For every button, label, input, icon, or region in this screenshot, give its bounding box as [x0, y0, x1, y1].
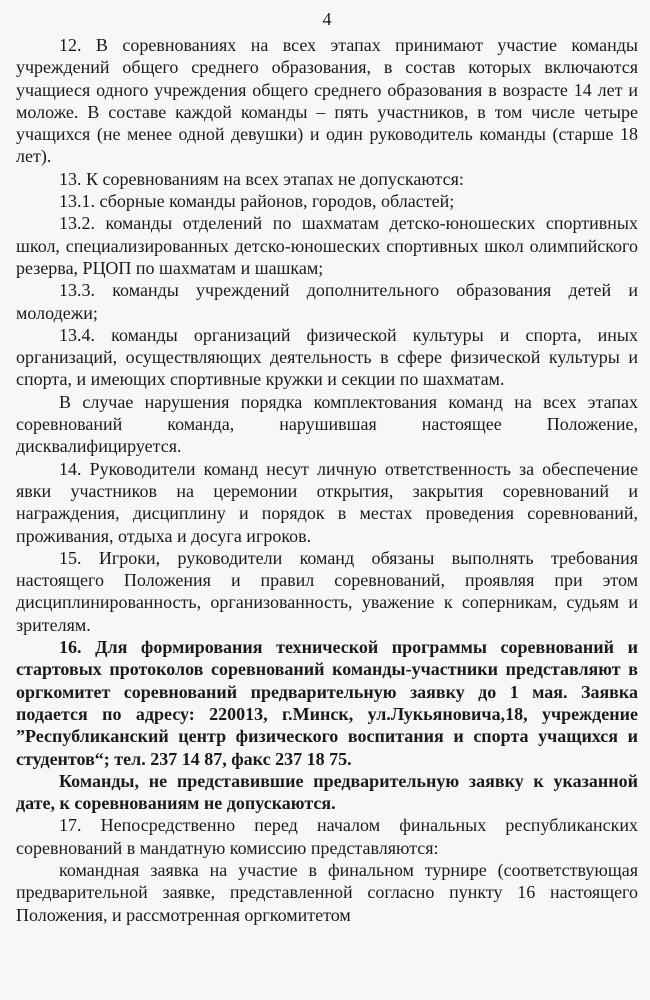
paragraph-13-1: 13.1. сборные команды районов, городов, областей;	[59, 191, 455, 212]
paragraph-disqualification: В случае нарушения порядка комплектования команд на всех этапах соревнований команда, нарушившая настоящее Положение, дисквалифицируется.	[16, 391, 638, 457]
paragraph-13: 13. К соревнованиям на всех этапах не допускаются:	[59, 168, 464, 189]
paragraph-17: 17. Непосредственно перед началом финальных республиканских соревнований в мандатную комиссию представляются:	[16, 815, 638, 858]
paragraph-13-2: 13.2. команды отделений по шахматам детско-юношеских спортивных школ, специализированных детско-юношеских спортивных школ олимпийского резерва, РЦОП по шахматам и шашкам;	[16, 213, 638, 278]
paragraph-15: 15. Игроки, руководители команд обязаны выполнять требования настоящего Положения и правил соревнований, проявляя при этом дисциплинированность, организованность, уважение к соперникам, судьям и зрителям.	[16, 547, 638, 635]
page-number: 4	[322, 9, 332, 29]
paragraph-16: 16. Для формирования технической программы соревнований и стартовых протоколов соревнований команды-участники представляют в оргкомитет соревнований предварительную заявку до 1 мая. Заявка подается по адресу: 220013, г.Минск, ул.Лукьяновича,18, учреждение ”Республиканский центр физического воспитания и спорта учащихся и студентов“; тел. 237 14 87, факс 237 18 75.	[16, 637, 638, 769]
paragraph-13-3: 13.3. команды учреждений дополнительного образования детей и молодежи;	[16, 280, 638, 323]
paragraph-13-4: 13.4. команды организаций физической культуры и спорта, иных организаций, осуществляющих деятельность в сфере физической культуры и спорта, и имеющих спортивные кружки и секции по шахматам.	[16, 324, 638, 390]
paragraph-team-application: командная заявка на участие в финальном турнире (соответствующая предварительной заявке, представленной согласно пункту 16 настоящего Положения, и рассмотренная оргкомитетом	[16, 859, 638, 925]
paragraph-14: 14. Руководители команд несут личную ответственность за обеспечение явки участников на церемонии открытия, закрытия соревнований и награждения, дисциплину и порядок в местах проведения соревнований, проживания, отдыха и досуга игроков.	[16, 458, 638, 546]
paragraph-16-note: Команды, не представившие предварительную заявку к указанной дате, к соревнованиям не допускаются.	[16, 770, 638, 814]
paragraph-12: 12. В соревнованиях на всех этапах принимают участие команды учреждений общего среднего образования, в состав которых включаются учащиеся одного учреждения общего среднего образования в возрасте 14 лет и моложе. В составе каждой команды – пять участников, в том числе четыре учащихся (не менее одной девушки) и один руководитель команды (старше 18 лет).	[16, 35, 638, 167]
